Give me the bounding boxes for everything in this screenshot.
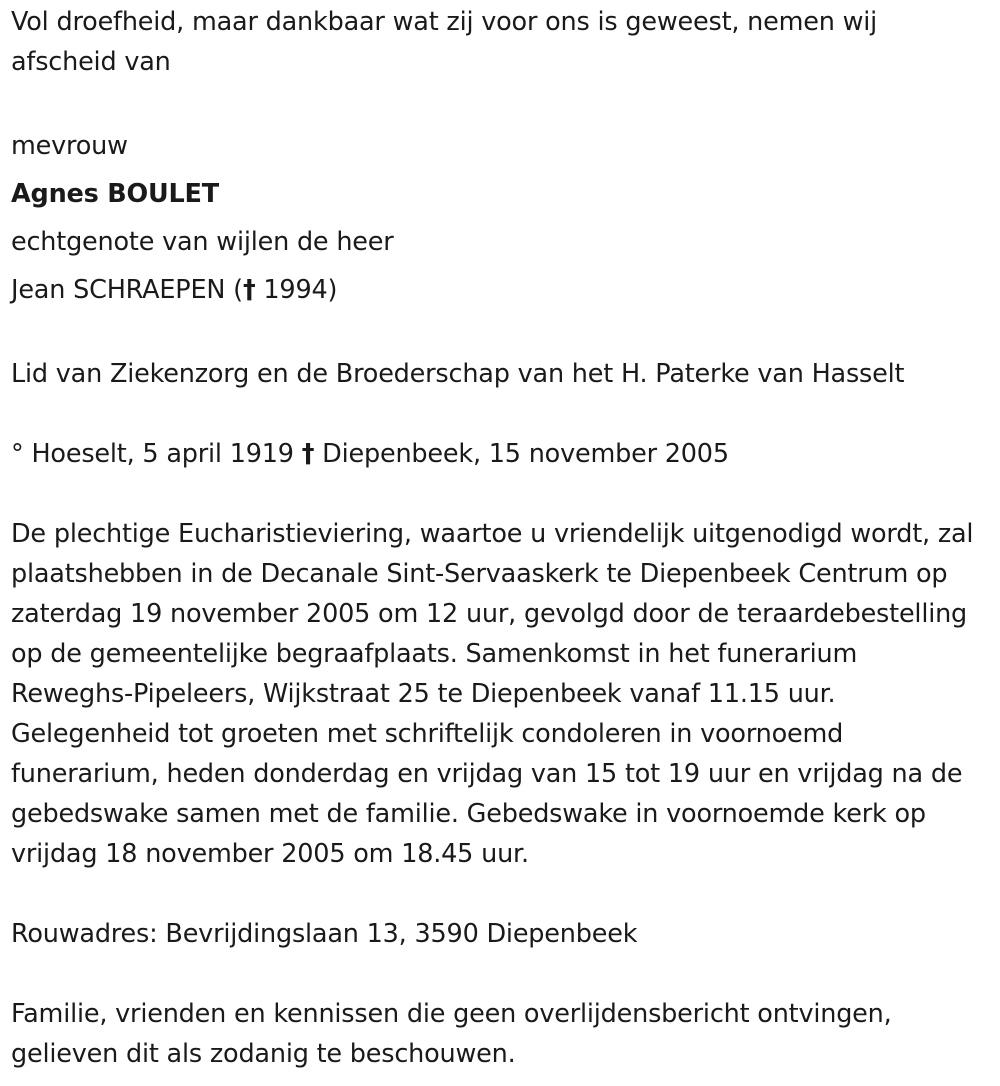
spouse-death-year: 1994)	[255, 275, 338, 305]
life-dates	[11, 434, 986, 474]
spouse-name: Jean SCHRAEPEN (	[11, 275, 243, 305]
cross-icon: †	[301, 439, 315, 469]
honorific: mevrouw	[11, 131, 128, 161]
mourning-address: Rouwadres: Bevrijdingslaan 13, 3590 Diepenbeek	[11, 919, 638, 949]
membership-text: Lid van Ziekenzorg en de Broederschap van het H. Paterke van Hasselt	[11, 359, 905, 389]
birth-info: ° Hoeselt, 5 april 1919	[11, 439, 302, 469]
cross-icon: †	[242, 275, 256, 305]
closing-text: Familie, vrienden en kennissen die geen overlijdensbericht ontvingen, gelieven dit als zodanig te beschouwen.	[11, 999, 892, 1069]
deceased-name: Agnes BOULET	[11, 179, 219, 209]
death-info: Diepenbeek, 15 november 2005	[314, 439, 729, 469]
spouse-line	[11, 266, 986, 314]
ceremony-text: De plechtige Eucharistieviering, waartoe u vriendelijk uitgenodigd wordt, zal plaatshebben in de Decanale Sint-Servaaskerk te Diepenbeek Centrum op zaterdag 19 november 2005 om 12 uur, gevolgd door de teraardebestelling op de gemeentelijke begraafplaats. Samenkomst in het funerarium Reweghs-Pipeleers, Wijkstraat 25 te Diepenbeek vanaf 11.15 uur. Gelegenheid tot groeten met schriftelijk condoleren in voornoemd funerarium, heden donderdag en vrijdag van 15 tot 19 uur en vrijdag na de gebedswake samen met de familie. Gebedswake in voornoemde kerk op vrijdag 18 november 2005 om 18.45 uur.	[11, 519, 974, 869]
intro-text: Vol droefheid, maar dankbaar wat zij voor ons is geweest, nemen wij afscheid van	[11, 7, 878, 77]
relation-text: echtgenote van wijlen de heer	[11, 227, 394, 257]
